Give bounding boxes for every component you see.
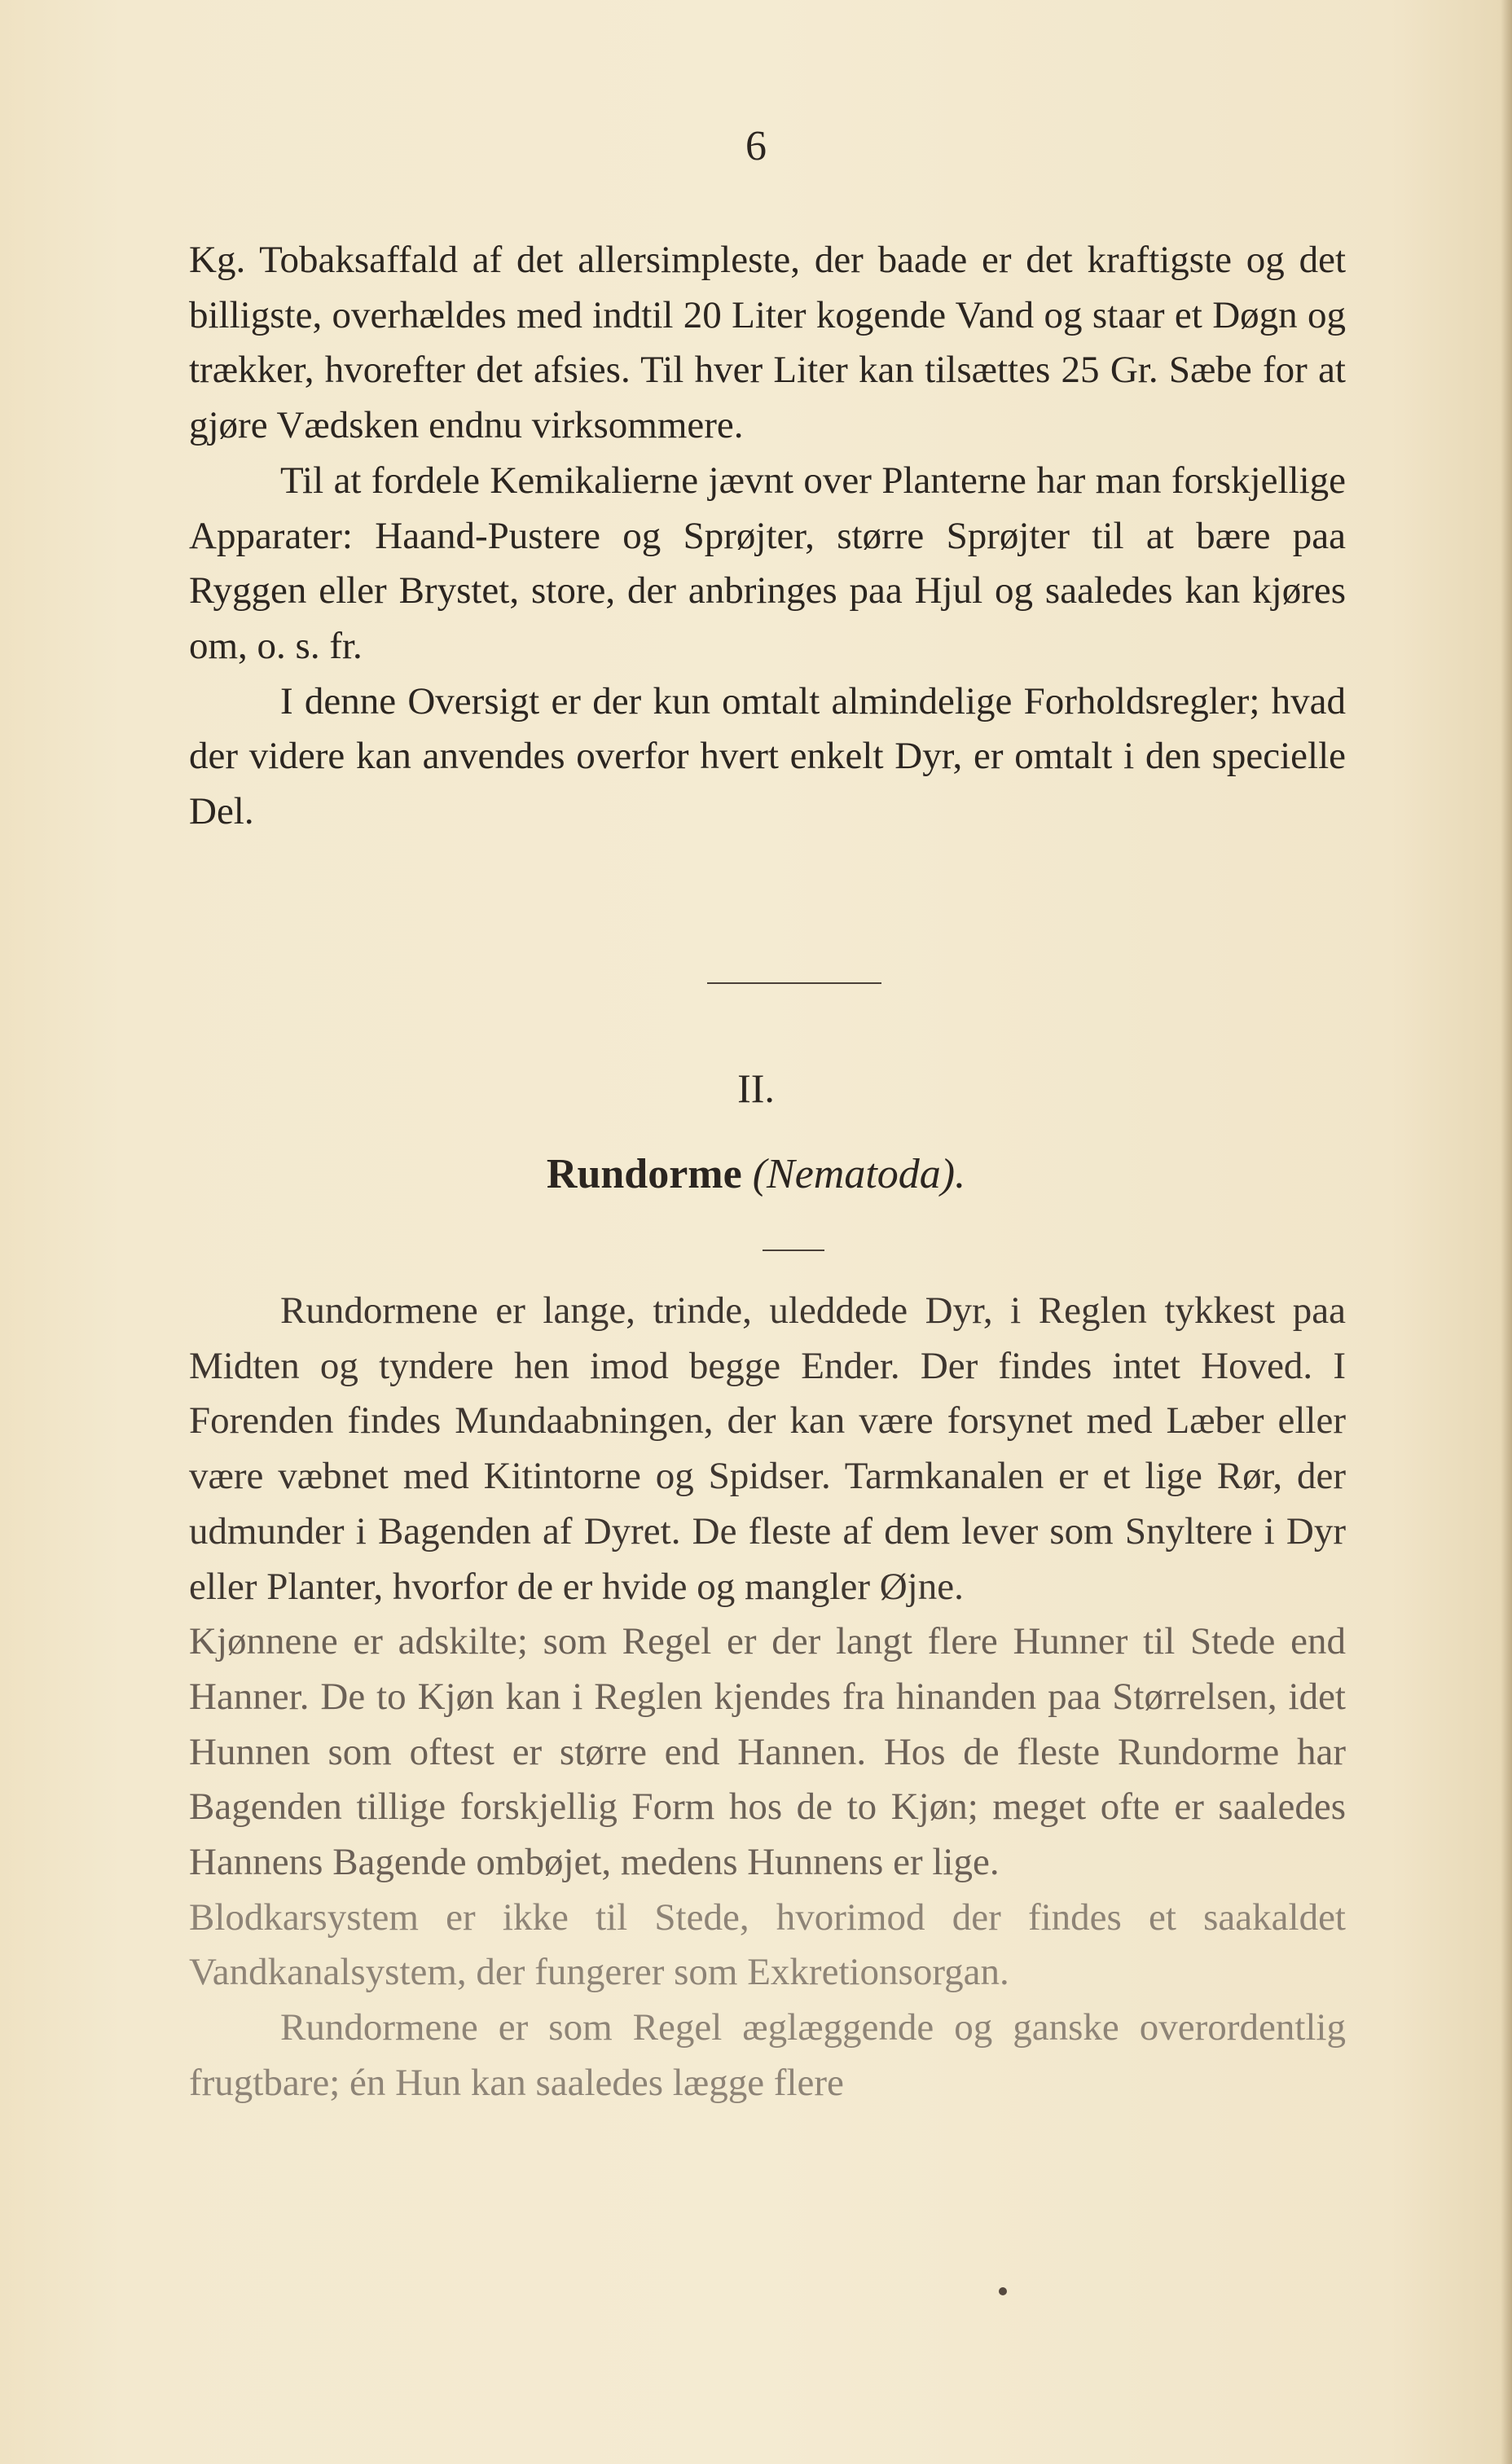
paragraph-overview-note: I denne Oversigt er der kun omtalt almindelige Forholdsregler; hvad der videre kan anvendes overfor hvert enkelt Dyr, er omtalt i den specielle Del. bbox=[189, 679, 1346, 833]
heading-underline-rule bbox=[763, 1250, 824, 1251]
section-latin-name: (Nematoda). bbox=[752, 1151, 966, 1197]
top-text-block bbox=[189, 233, 1346, 840]
section-divider-rule bbox=[707, 982, 881, 984]
paragraph-apparatus: Til at fordele Kemikalierne jævnt over Planterne har man forskjellige Apparater: Haand-Pustere og Sprøjter, større Sprøjter til at bære paa Ryggen eller Brystet, store, der anbringes paa Hjul og saaledes kan kjøres om, o. s. fr. bbox=[189, 459, 1346, 667]
paragraph-sexes: Kjønnene er adskilte; som Regel er der langt flere Hunner til Stede end Hanner. De to Kjøn kan i Reglen kjendes fra hinanden paa Størrelsen, idet Hunnen som oftest er større end Hannen. Hos de fleste Rundorme har Bagenden tillige forskjellig Form hos de to Kjøn; meget ofte er saaledes Hannens Bagende ombøjet, medens Hunnens er lige. bbox=[189, 1620, 1346, 1884]
paragraph-blood-system: Blodkarsystem er ikke til Stede, hvorimod der findes et saakaldet Vandkanalsystem, der fungerer som Exkretionsorgan. bbox=[189, 1895, 1346, 1994]
printer-mark bbox=[999, 2287, 1007, 2295]
section-title: Rundorme bbox=[546, 1151, 742, 1197]
page-number: 6 bbox=[745, 123, 767, 169]
section-number: II. bbox=[737, 1065, 775, 1111]
paragraph-tobacco-extract: Kg. Tobaksaffald af det allersimpleste, der baade er det kraftigste og det billigste, overhældes med indtil 20 Liter kogende Vand og staar et Døgn og trækker, hvorefter det afsies. Til hver Liter kan tilsættes 25 Gr. Sæbe for at gjøre Vædsken endnu virksommere. bbox=[189, 239, 1346, 447]
paragraph-reproduction: Rundormene er som Regel æglæggende og ganske overordentlig frugtbare; én Hun kan saaledes lægge flere bbox=[189, 2006, 1346, 2104]
page-edge-shadow bbox=[1501, 0, 1512, 2464]
section-heading bbox=[0, 1150, 1512, 1199]
bottom-text-block bbox=[189, 1284, 1346, 2111]
paragraph-nematode-description: Rundormene er lange, trinde, uleddede Dyr, i Reglen tykkest paa Midten og tyndere hen imod begge Ender. Der findes intet Hoved. I Forenden findes Mundaabningen, der kan være forsynet med Læber eller være væbnet med Kitintorne og Spidser. Tarmkanalen er et lige Rør, der udmunder i Bagenden af Dyret. De fleste af dem lever som Snyltere i Dyr eller Planter, hvorfor de er hvide og mangler Øjne. bbox=[189, 1289, 1346, 1608]
